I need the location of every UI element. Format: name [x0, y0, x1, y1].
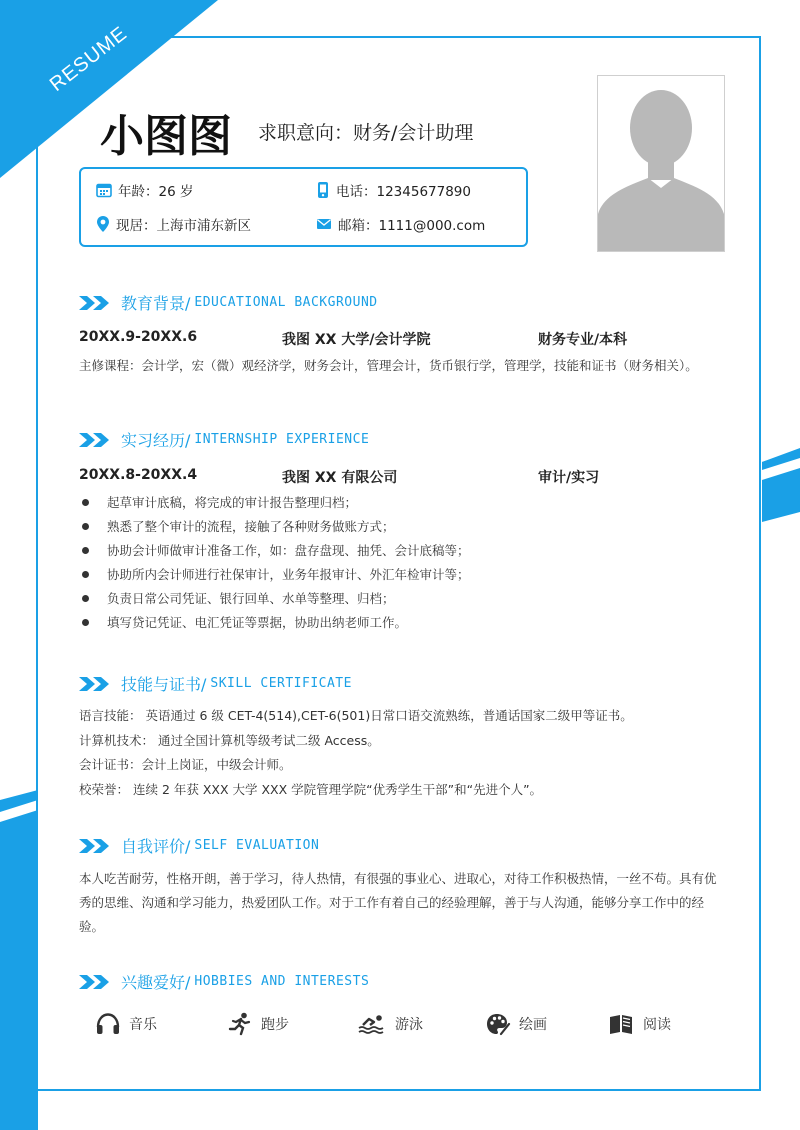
location-pin-icon — [96, 215, 110, 233]
education-school: 我图 XX 大学/会计学院 — [282, 332, 431, 348]
double-chevron-icon — [79, 837, 113, 855]
running-icon — [227, 1012, 253, 1036]
double-chevron-icon — [79, 675, 113, 693]
email-field — [316, 214, 485, 234]
section-title-en: INTERNSHIP EXPERIENCE — [194, 432, 370, 447]
section-heading-internship — [79, 428, 369, 451]
hobby-label: 音乐 — [129, 1017, 157, 1033]
hobby-painting — [485, 1012, 547, 1036]
age-text: 年龄：26 岁 — [118, 184, 194, 200]
internship-role: 审计/实习 — [538, 470, 600, 486]
list-item: 熟悉了整个审计的流程，接触了各种财务做账方式； — [79, 515, 470, 539]
hobby-label: 绘画 — [519, 1017, 547, 1033]
internship-company: 我图 XX 有限公司 — [282, 470, 398, 486]
hobby-reading — [607, 1012, 671, 1036]
residence-text: 现居：上海市浦东新区 — [116, 218, 251, 234]
residence-field — [96, 214, 251, 234]
person-silhouette-icon — [598, 76, 724, 251]
list-item: 校荣誉： 连续 2 年获 XXX 大学 XXX 学院管理学院“优秀学生干部”和“先进个人”。 — [79, 781, 543, 797]
palette-icon — [485, 1012, 511, 1036]
job-intent: 求职意向：财务/会计助理 — [258, 122, 474, 144]
hobby-swimming — [357, 1012, 423, 1036]
section-title-cn: 教育背景/ — [121, 294, 191, 313]
section-heading-education — [79, 291, 378, 314]
section-title-en: EDUCATIONAL BACKGROUND — [194, 295, 378, 310]
phone-field — [316, 180, 471, 200]
calendar-icon — [96, 182, 112, 198]
list-item: 填写贷记凭证、电汇凭证等票据，协助出纳老师工作。 — [79, 611, 470, 635]
education-major: 财务专业/本科 — [538, 332, 628, 348]
age-field — [96, 180, 193, 200]
double-chevron-icon — [79, 973, 113, 991]
hobby-label: 游泳 — [395, 1017, 423, 1033]
profile-photo-placeholder — [597, 75, 725, 252]
double-chevron-icon — [79, 431, 113, 449]
education-period: 20XX.9-20XX.6 — [79, 329, 198, 345]
section-title-cn: 兴趣爱好/ — [121, 973, 191, 992]
hobby-label: 阅读 — [643, 1017, 671, 1033]
hobbies-row — [95, 1012, 735, 1042]
list-item: 起草审计底稿，将完成的审计报告整理归档； — [79, 491, 470, 515]
section-heading-skills — [79, 672, 352, 695]
candidate-name: 小图图 — [100, 111, 232, 162]
section-heading-evaluation — [79, 834, 319, 857]
contact-info-box — [79, 167, 528, 247]
section-title-cn: 技能与证书/ — [121, 675, 207, 694]
list-item: 会计证书：会计上岗证，中级会计师。 — [79, 757, 292, 772]
skills-list — [79, 704, 633, 802]
list-item: 语言技能： 英语通过 6 级 CET-4(514),CET-6(501)日常口语交流熟练，普通话国家二级甲等证书。 — [79, 708, 633, 723]
phone-text: 电话：12345677890 — [336, 184, 471, 200]
section-title-cn: 实习经历/ — [121, 431, 191, 450]
internship-duties-list — [79, 491, 470, 635]
section-title-en: SELF EVALUATION — [194, 838, 320, 853]
list-item: 负责日常公司凭证、银行回单、水单等整理、归档； — [79, 587, 470, 611]
hobby-label: 跑步 — [261, 1017, 289, 1033]
list-item: 计算机技术： 通过全国计算机等级考试二级 Access。 — [79, 732, 380, 748]
section-title-en: HOBBIES AND INTERESTS — [194, 974, 370, 989]
section-heading-hobbies — [79, 970, 369, 993]
swimming-icon — [357, 1012, 387, 1036]
section-title-cn: 自我评价/ — [121, 837, 191, 856]
envelope-icon — [316, 217, 332, 231]
internship-period: 20XX.8-20XX.4 — [79, 467, 198, 483]
list-item: 协助会计师做审计准备工作，如：盘存盘现、抽凭、会计底稿等； — [79, 539, 470, 563]
email-text: 邮箱：1111@000.com — [338, 218, 486, 234]
education-courses: 主修课程：会计学，宏（微）观经济学，财务会计，管理会计，货币银行学，管理学，技能和证书（财务相关）。 — [79, 358, 698, 373]
double-chevron-icon — [79, 294, 113, 312]
phone-icon — [316, 181, 330, 199]
resume-corner-tag: RESUME — [45, 22, 132, 96]
list-item: 协助所内会计师进行社保审计，业务年报审计、外汇年检审计等； — [79, 563, 470, 587]
hobby-music — [95, 1012, 157, 1036]
hobby-running — [227, 1012, 289, 1036]
reading-icon — [607, 1012, 635, 1036]
self-evaluation-text: 本人吃苦耐劳，性格开朗，善于学习，待人热情，有很强的事业心、进取心，对待工作积极热情，一丝不苟。具有优秀的思维、沟通和学习能力，热爱团队工作。对于工作有着自己的经验理解，善于与人沟通，能够分享工作中的经验。 — [79, 871, 717, 934]
headphones-icon — [95, 1012, 121, 1036]
section-title-en: SKILL CERTIFICATE — [210, 676, 352, 691]
